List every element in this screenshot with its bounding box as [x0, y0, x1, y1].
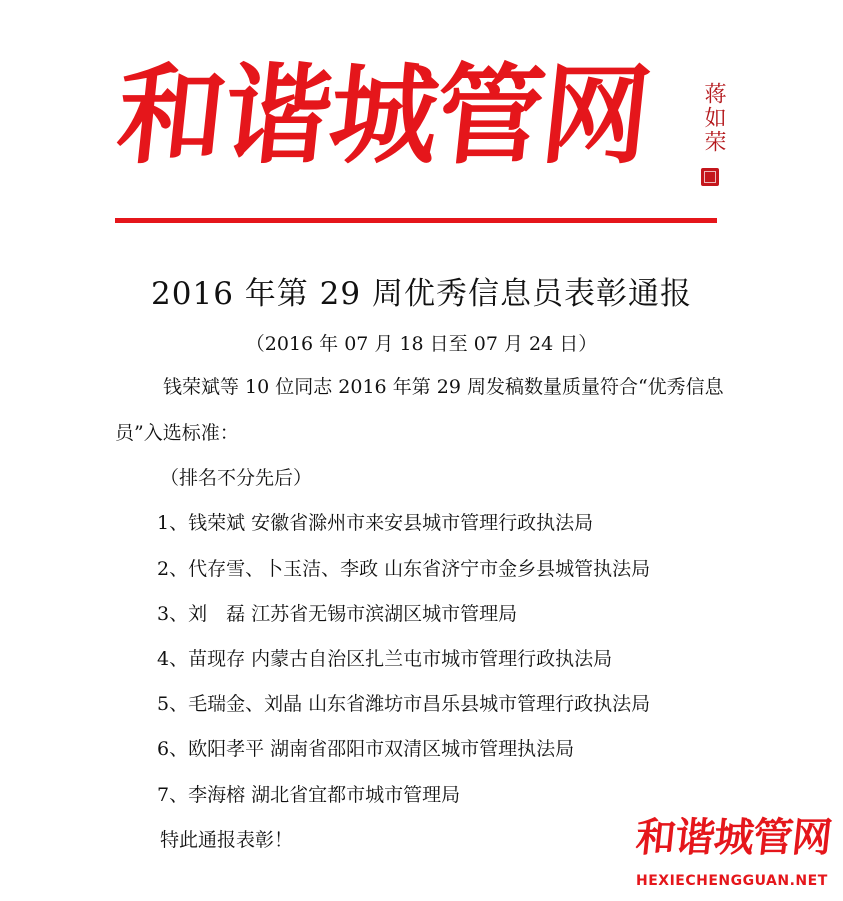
list-item	[157, 514, 593, 533]
list-item-number: 6、	[157, 738, 189, 760]
footer-url: HEXIECHENGGUAN.NET	[636, 873, 828, 889]
list-item-org: 湖南省邵阳市双清区城市管理执法局	[270, 738, 575, 760]
list-item-org: 安徽省滁州市来安县城市管理行政执法局	[251, 512, 594, 534]
list-item-number: 2、	[157, 558, 189, 580]
list-item-number: 7、	[157, 784, 189, 806]
list-item	[157, 695, 650, 714]
list-item	[157, 740, 574, 759]
list-item-number: 4、	[157, 648, 189, 670]
list-item	[157, 786, 460, 805]
masthead-title: 和谐城管网	[111, 53, 655, 179]
ranking-note: （排名不分先后）	[160, 467, 313, 489]
list-item-names: 李海榕	[188, 784, 246, 806]
calligraphy-signature: 蒋如荣	[701, 82, 726, 154]
list-item-names: 毛瑞金、刘晶	[188, 693, 303, 715]
list-item-org: 湖北省宜都市城市管理局	[251, 784, 461, 806]
list-item-names: 钱荣斌	[188, 512, 246, 534]
list-item-org: 山东省潍坊市昌乐县城市管理行政执法局	[308, 693, 651, 715]
list-item-number: 3、	[157, 603, 189, 625]
footer-logo-text: 和谐城管网	[633, 814, 834, 861]
masthead	[0, 0, 843, 230]
list-item-names: 苗现存	[188, 648, 246, 670]
list-item-names: 代存雪、卜玉洁、李政	[188, 558, 379, 580]
list-item-names: 刘 磊	[188, 603, 246, 625]
date-range: （2016 年 07 月 18 日至 07 月 24 日）	[245, 333, 598, 355]
list-item-org: 内蒙古自治区扎兰屯市城市管理行政执法局	[251, 648, 613, 670]
list-item-names: 欧阳孝平	[188, 738, 265, 760]
list-item-number: 1、	[157, 512, 189, 534]
intro-paragraph-line-2: 员”入选标准：	[115, 422, 239, 444]
closing-statement: 特此通报表彰！	[160, 829, 294, 851]
list-item-org: 江苏省无锡市滨湖区城市管理局	[251, 603, 518, 625]
document-title: 2016 年第 29 周优秀信息员表彰通报	[151, 276, 692, 312]
masthead-divider	[115, 218, 717, 223]
seal-stamp-icon	[701, 168, 719, 186]
intro-paragraph-line-1: 钱荣斌等 10 位同志 2016 年第 29 周发稿数量质量符合“优秀信息	[163, 376, 724, 398]
list-item	[157, 560, 650, 579]
list-item	[157, 650, 612, 669]
list-item-number: 5、	[157, 693, 189, 715]
list-item	[157, 605, 517, 624]
list-item-org: 山东省济宁市金乡县城管执法局	[384, 558, 651, 580]
footer-logo	[628, 814, 838, 896]
